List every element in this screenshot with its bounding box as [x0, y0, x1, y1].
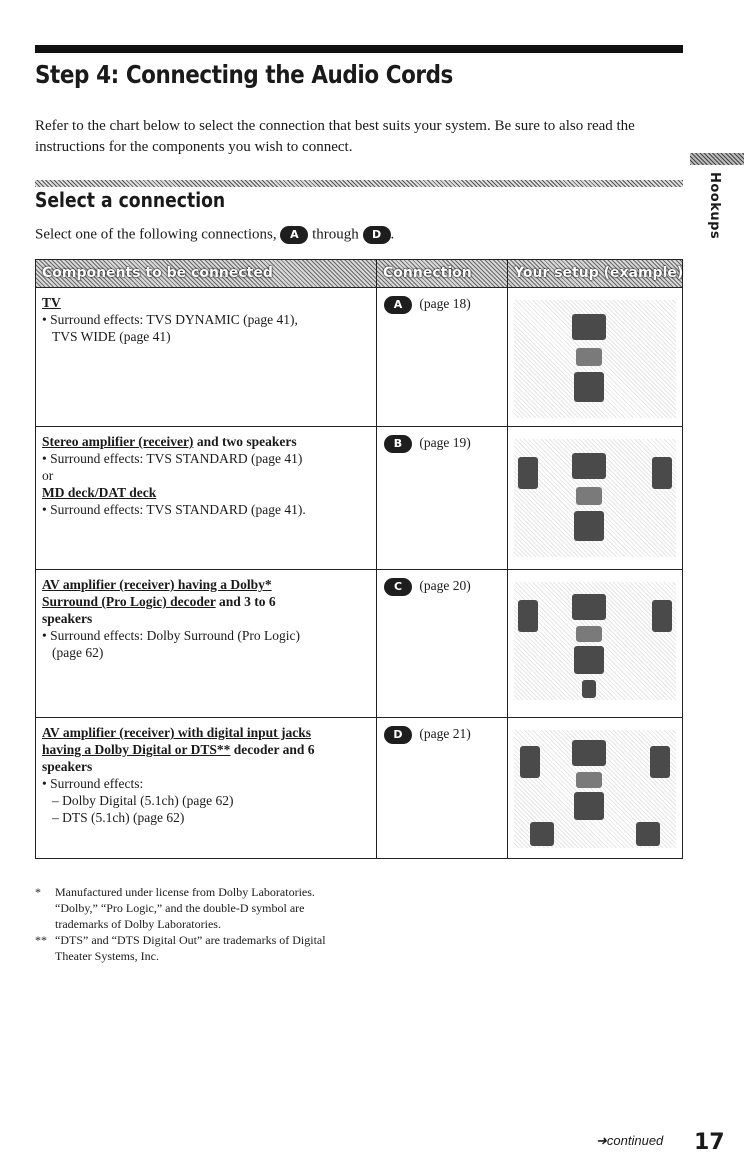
effects-line: TVS WIDE (page 41) — [52, 329, 171, 344]
speaker-icon — [530, 822, 554, 846]
effects-line: – Dolby Digital (5.1ch) (page 62) — [52, 793, 234, 808]
tv-icon — [572, 594, 606, 620]
badge-a-icon: A — [280, 226, 308, 244]
speaker-icon — [518, 600, 538, 632]
listener-icon — [574, 372, 604, 402]
connection-ref — [384, 435, 471, 453]
setup-illustration-surround-icon — [514, 582, 676, 700]
header-components: Components to be connected — [42, 265, 273, 281]
badge-c-icon: C — [384, 578, 412, 596]
footnote — [35, 932, 345, 964]
connection-ref — [384, 726, 471, 744]
tv-icon — [572, 453, 606, 479]
table-row-a — [36, 288, 682, 426]
tv-icon — [572, 740, 606, 766]
speaker-icon — [520, 746, 540, 778]
tv-icon — [572, 314, 606, 340]
table-row-b — [36, 427, 682, 569]
table-row-d — [36, 718, 682, 858]
table-row-c — [36, 570, 682, 717]
speaker-icon — [652, 457, 672, 489]
component-name: Surround (Pro Logic) decoder — [42, 594, 216, 609]
badge-d-icon: D — [363, 226, 391, 244]
listener-icon — [574, 511, 604, 541]
effects-line: • Surround effects: TVS STANDARD (page 41) — [42, 451, 303, 466]
page-ref: (page 19) — [419, 435, 471, 451]
setup-illustration-tv-icon — [514, 300, 676, 418]
row-description — [42, 576, 372, 661]
listener-icon — [574, 792, 604, 820]
component-name-rest: decoder and 6 — [230, 742, 315, 757]
component-name: AV amplifier (receiver) having a Dolby* — [42, 577, 272, 592]
component-name: TV — [42, 295, 61, 310]
intro-paragraph: Refer to the chart below to select the connection that best suits your system. Be sure to also read the instructions for the components you wish to connect. — [35, 118, 635, 155]
footnote-text: Manufactured under license from Dolby Laboratories. “Dolby,” “Pro Logic,” and the double-D symbol are trademarks of Dolby Laboratories. — [55, 885, 315, 931]
seat-icon — [576, 348, 602, 366]
badge-d-icon: D — [384, 726, 412, 744]
page-ref: (page 21) — [419, 726, 471, 742]
speaker-icon — [518, 457, 538, 489]
continued-indicator — [596, 1133, 663, 1149]
row-description — [42, 294, 372, 345]
badge-a-icon: A — [384, 296, 412, 314]
speaker-icon — [650, 746, 670, 778]
page-ref: (page 20) — [419, 578, 471, 594]
side-tab-hatch — [690, 153, 744, 165]
or-text: or — [42, 468, 54, 483]
footnote-text: “DTS” and “DTS Digital Out” are trademarks of Digital Theater Systems, Inc. — [55, 933, 326, 963]
speaker-icon — [582, 680, 596, 698]
row-description — [42, 724, 372, 826]
component-name-rest: and 3 to 6 — [215, 594, 276, 609]
select-through: through — [312, 226, 359, 243]
page-ref: (page 18) — [419, 296, 471, 312]
component-name: MD deck/DAT deck — [42, 485, 157, 500]
setup-illustration-digital-icon — [514, 730, 676, 848]
speaker-icon — [636, 822, 660, 846]
connection-ref — [384, 578, 471, 596]
component-name-rest: speakers — [42, 611, 93, 626]
seat-icon — [576, 626, 602, 642]
select-end: . — [390, 226, 395, 243]
table-header — [36, 260, 682, 288]
seat-icon — [576, 487, 602, 505]
component-name-rest: speakers — [42, 759, 93, 774]
select-instruction — [35, 226, 394, 244]
header-setup: Your setup (example) — [514, 265, 684, 281]
connection-ref — [384, 296, 471, 314]
component-name-rest: and two speakers — [193, 434, 297, 449]
effects-line: • Surround effects: TVS STANDARD (page 41). — [42, 502, 306, 517]
page-number: 17 — [694, 1130, 725, 1155]
top-rule — [35, 45, 683, 53]
listener-icon — [574, 646, 604, 674]
side-tab-hookups: Hookups — [707, 172, 722, 240]
header-connection: Connection — [383, 265, 472, 281]
effects-line: – DTS (5.1ch) (page 62) — [52, 810, 185, 825]
footnote — [35, 884, 345, 932]
badge-b-icon: B — [384, 435, 412, 453]
footnote-mark: ** — [35, 933, 47, 947]
effects-line: • Surround effects: — [42, 776, 144, 791]
footnotes — [35, 884, 345, 964]
section-title: Select a connection — [35, 188, 226, 212]
seat-icon — [576, 772, 602, 788]
continued-text: continued — [606, 1133, 664, 1148]
effects-line: (page 62) — [52, 645, 104, 660]
effects-line: • Surround effects: Dolby Surround (Pro Logic) — [42, 628, 300, 643]
component-name: AV amplifier (receiver) with digital input jacks — [42, 725, 311, 740]
select-text: Select one of the following connections, — [35, 226, 277, 243]
page-title: Step 4: Connecting the Audio Cords — [35, 60, 453, 89]
setup-illustration-stereo-icon — [514, 439, 676, 557]
arrow-right-icon: ➜ — [596, 1133, 607, 1148]
component-name: Stereo amplifier (receiver) — [42, 434, 194, 449]
row-description — [42, 433, 372, 518]
connection-table — [35, 259, 683, 859]
speaker-icon — [652, 600, 672, 632]
effects-line: • Surround effects: TVS DYNAMIC (page 41), — [42, 312, 298, 327]
section-hatch-bar — [35, 180, 683, 187]
footnote-mark: * — [35, 885, 41, 899]
component-name: having a Dolby Digital or DTS** — [42, 742, 231, 757]
